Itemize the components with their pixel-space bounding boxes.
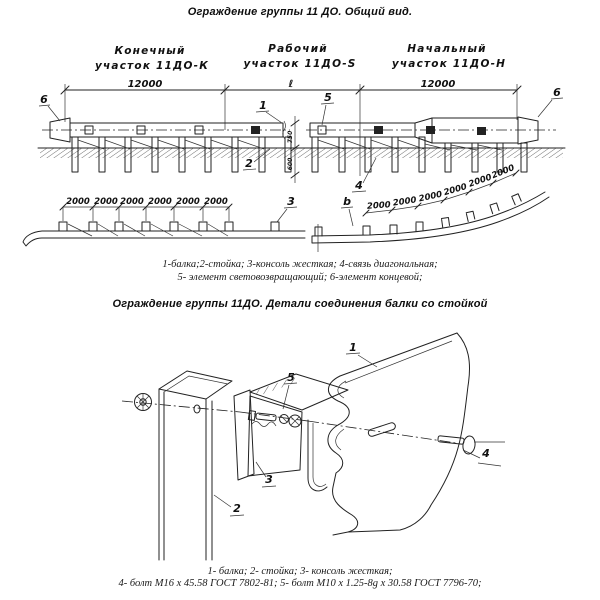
plan-left-ties (68, 224, 228, 236)
ground-hatching (40, 148, 563, 158)
dim-step-r1: 2000 (366, 200, 392, 212)
console-back-plate (234, 390, 254, 480)
figure2-legend-line2: 4- болт М16 х 45.58 ГОСТ 7802-81; 5- болт М10 х 1.25-8g х 30.58 ГОСТ 7796-70; (118, 578, 482, 589)
label-end-element-left: 6 (40, 93, 48, 106)
figure1-general-view (23, 43, 565, 252)
label2-bolt-m16: 4 (482, 447, 490, 460)
plan-view-right (312, 163, 549, 252)
plan-left-bar (23, 231, 305, 246)
dim-height-lower: 600 (287, 157, 294, 171)
dim-left-span: 12000 (127, 79, 163, 90)
post-channel (159, 371, 232, 560)
plan-right-dimension (363, 163, 519, 216)
figure1-legend-line1: 1-балка;2-стойка; 3-консоль жесткая; 4-связь диагональная; (162, 259, 438, 270)
end-element-right (518, 117, 538, 144)
dim-step-r3: 2000 (417, 189, 444, 205)
section-work-caption-line1: Рабочий (268, 43, 328, 55)
label-console: 3 (287, 195, 295, 208)
dim-step-l1: 2000 (66, 197, 90, 207)
dim-step-r5: 2000 (467, 172, 494, 190)
label2-bolt-m10: 5 (287, 371, 295, 384)
figure2-connection-detail (122, 333, 505, 560)
plan-view-left (23, 195, 305, 246)
console-front-face (248, 396, 302, 476)
w-beam-profile-edge (328, 376, 358, 535)
dim-step-r6: 2000 (490, 163, 517, 182)
section-end-caption-line1: Конечный (114, 45, 186, 57)
dim-step-l2: 2000 (94, 197, 118, 207)
plan-left-brackets (59, 222, 279, 231)
dim-step-l6: 2000 (204, 197, 228, 207)
w-beam (328, 333, 470, 535)
beam-slot-hole (367, 422, 396, 437)
dim-right-span: 12000 (420, 79, 456, 90)
dim-step-r2: 2000 (392, 195, 418, 209)
label-node-b: b (343, 195, 351, 208)
m16-bolt (438, 435, 505, 454)
label-beam: 1 (259, 99, 267, 112)
figure2-part-labels (214, 341, 501, 516)
figure1-title: Ограждение группы 11 ДО. Общий вид. (187, 6, 413, 18)
section-captions (95, 43, 506, 72)
plan-left-dimension (60, 197, 232, 221)
beam-channel-edge (308, 420, 327, 491)
label-diagonal-brace: 4 (355, 179, 363, 192)
dim-step-l3: 2000 (120, 197, 144, 207)
section-end-caption-line2: участок 11ДО-К (94, 60, 210, 72)
w-beam-cut-edge (348, 333, 470, 532)
beam-right-section (310, 117, 538, 144)
nut-and-washer (135, 393, 152, 411)
dim-mid-span: ℓ (288, 79, 294, 90)
weld-seam (252, 422, 276, 427)
section-start-caption-line2: участок 11ДО-Н (391, 58, 507, 70)
section-work-caption-line2: участок 11ДО-S (243, 58, 357, 70)
console-bracket (234, 374, 348, 480)
figure2-legend-line1: 1- балка; 2- стойка; 3- консоль жесткая; (207, 566, 393, 577)
label2-post: 2 (233, 502, 241, 515)
label-reflector: 5 (324, 91, 332, 104)
figure2-title: Ограждение группы 11ДО. Детали соединения балки со стойкой (112, 298, 488, 310)
dim-step-l5: 2000 (176, 197, 200, 207)
dim-height-upper: 750 (287, 130, 294, 144)
label-post: 2 (245, 157, 253, 170)
section-start-caption-line1: Начальный (407, 43, 487, 55)
label2-beam: 1 (349, 341, 357, 354)
dim-step-r4: 2000 (442, 182, 469, 199)
label-end-element-right: 6 (553, 86, 561, 99)
figure1-legend-line2: 5- элемент световозвращающий; 6-элемент концевой; (177, 272, 423, 283)
post-bolt-hole (194, 405, 200, 413)
label2-console: 3 (265, 473, 273, 486)
dim-step-l4: 2000 (148, 197, 172, 207)
post-top-flange (159, 371, 232, 399)
